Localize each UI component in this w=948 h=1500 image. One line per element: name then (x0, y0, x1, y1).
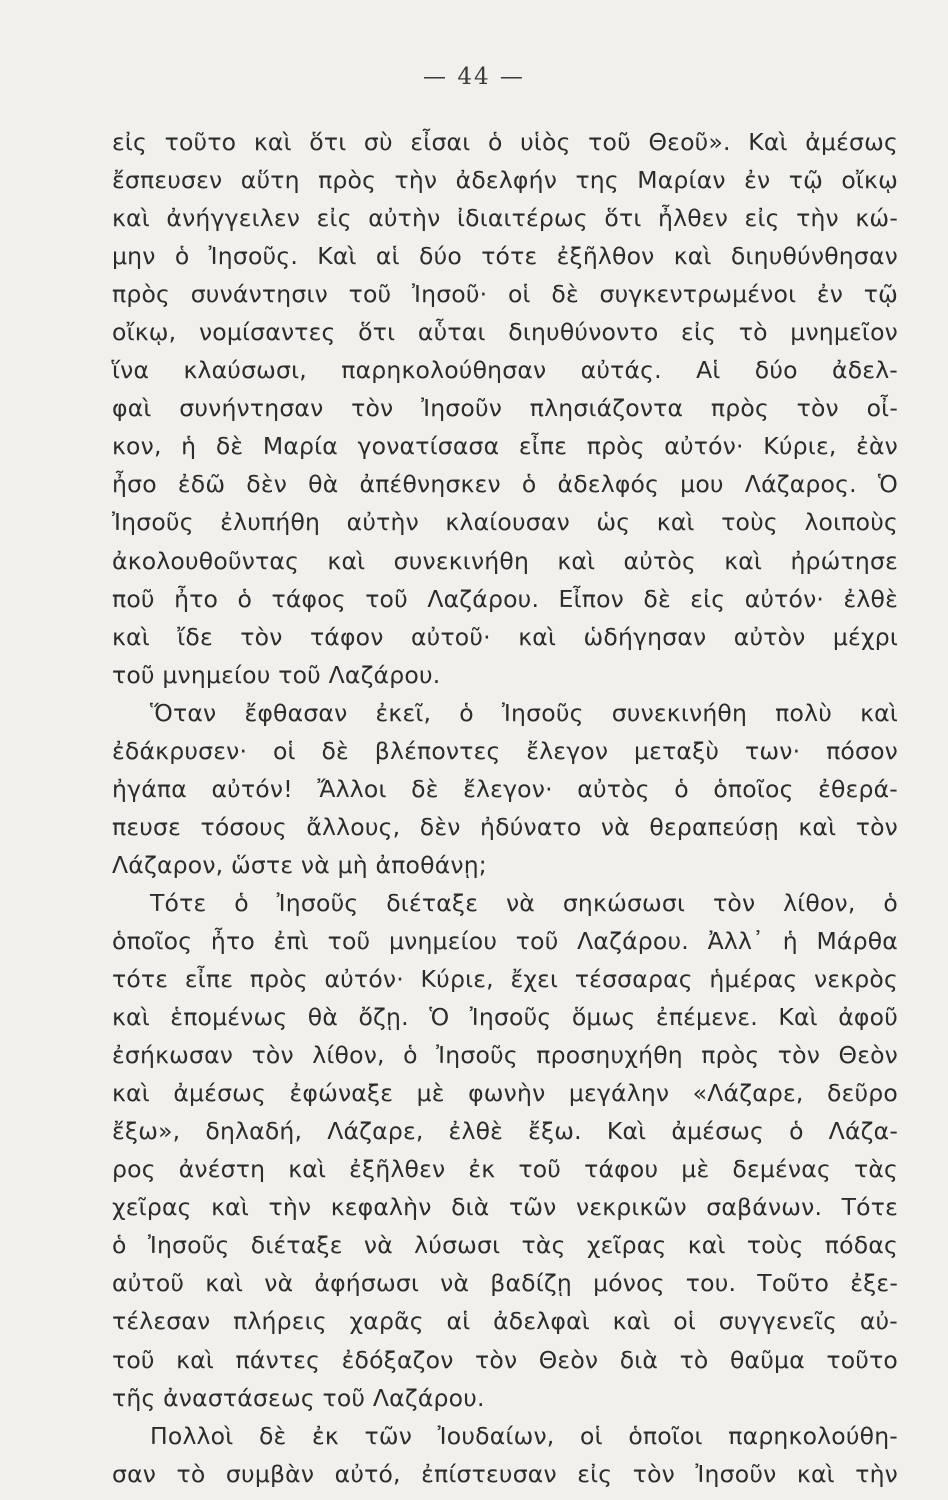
text-line: ὁ Ἰησοῦς διέταξε νὰ λύσωσι τὰς χεῖρας καὶ τοὺς πόδας (112, 1231, 898, 1260)
text-line: οἴκῳ, νομίσαντες ὅτι αὗται διηυθύνοντο εἰς τὸ μνημεῖον (112, 318, 898, 347)
page-text (112, 123, 898, 1493)
text-line: Ὅταν ἔφθασαν ἐκεῖ, ὁ Ἰησοῦς συνεκινήθη πολὺ καὶ (150, 698, 898, 727)
text-line: πρὸς συνάντησιν τοῦ Ἰησοῦ· οἱ δὲ συγκεντρωμένοι ἐν τῷ (112, 280, 898, 309)
text-line: Ἰησοῦς ἐλυπήθη αὐτὴν κλαίουσαν ὡς καὶ τοὺς λοιποὺς (112, 508, 898, 537)
text-line: τότε εἶπε πρὸς αὐτόν· Κύριε, ἔχει τέσσαρας ἡμέρας νεκρὸς (112, 965, 898, 994)
text-line: χεῖρας καὶ τὴν κεφαλὴν διὰ τῶν νεκρικῶν σαβάνων. Τότε (112, 1193, 898, 1222)
text-line: ἐδάκρυσεν· οἱ δὲ βλέποντες ἔλεγον μεταξὺ των· πόσον (112, 736, 898, 765)
text-line: αὐτοῦ καὶ νὰ ἀφήσωσι νὰ βαδίζῃ μόνος του. Τοῦτο ἐξε- (112, 1269, 898, 1298)
text-line: πευσε τόσους ἄλλους, δὲν ἠδύνατο νὰ θεραπεύσῃ καὶ τὸν (112, 812, 898, 841)
text-line: ἠγάπα αὐτόν! Ἄλλοι δὲ ἔλεγον· αὐτὸς ὁ ὁποῖος ἐθερά- (112, 774, 898, 803)
text-line: καὶ ἑπομένως θὰ ὄζῃ. Ὁ Ἰησοῦς ὅμως ἐπέμενε. Καὶ ἀφοῦ (112, 1003, 898, 1032)
page-number: — 44 — (423, 64, 525, 90)
text-line: ποῦ ἦτο ὁ τάφος τοῦ Λαζάρου. Εἶπον δὲ εἰς αὐτόν· ἐλθὲ (112, 584, 898, 613)
text-line: κον, ἡ δὲ Μαρία γονατίσασα εἶπε πρὸς αὐτόν· Κύριε, ἐὰν (112, 432, 898, 461)
text-line: Λάζαρον, ὥστε νὰ μὴ ἀποθάνῃ; (112, 850, 487, 879)
text-line: εἰς τοῦτο καὶ ὅτι σὺ εἶσαι ὁ υἱὸς τοῦ Θεοῦ». Καὶ ἀμέσως (112, 128, 898, 156)
text-line: καὶ ἀμέσως ἐφώναξε μὲ φωνὴν μεγάλην «Λάζαρε, δεῦρο (112, 1079, 898, 1108)
text-line: καὶ ἀνήγγειλεν εἰς αὐτὴν ἰδιαιτέρως ὅτι ἦλθεν εἰς τὴν κώ- (112, 204, 898, 233)
text-line: φαὶ συνήντησαν τὸν Ἰησοῦν πλησιάζοντα πρὸς τὸν οἶ- (112, 394, 898, 423)
text-line: ἵνα κλαύσωσι, παρηκολούθησαν αὐτάς. Αἱ δύο ἀδελ- (112, 356, 898, 385)
text-line: τέλεσαν πλήρεις χαρᾶς αἱ ἀδελφαὶ καὶ οἱ συγγενεῖς αὐ- (112, 1307, 898, 1336)
text-line: ἦσο ἐδῶ δὲν θὰ ἀπέθνησκεν ὁ ἀδελφός μου Λάζαρος. Ὁ (112, 470, 898, 499)
text-line: Πολλοὶ δὲ ἐκ τῶν Ἰουδαίων, οἱ ὁποῖοι παρηκολούθη- (150, 1421, 898, 1450)
text-line: τοῦ μνημείου τοῦ Λαζάρου. (112, 660, 441, 689)
text-line: ἀκολουθοῦντας καὶ συνεκινήθη καὶ αὐτὸς καὶ ἠρώτησε (112, 546, 898, 575)
text-line: τῆς ἀναστάσεως τοῦ Λαζάρου. (112, 1383, 485, 1412)
text-line: ἐσήκωσαν τὸν λίθον, ὁ Ἰησοῦς προσηυχήθη πρὸς τὸν Θεὸν (112, 1041, 898, 1070)
text-line: μην ὁ Ἰησοῦς. Καὶ αἱ δύο τότε ἐξῆλθον καὶ διηυθύνθησαν (112, 242, 898, 271)
text-line: Τότε ὁ Ἰησοῦς διέταξε νὰ σηκώσωσι τὸν λίθον, ὁ (150, 888, 898, 917)
text-line: ἔξω», δηλαδή, Λάζαρε, ἐλθὲ ἔξω. Καὶ ἀμέσως ὁ Λάζα- (112, 1117, 898, 1146)
text-line: τοῦ καὶ πάντες ἐδόξαζον τὸν Θεὸν διὰ τὸ θαῦμα τοῦτο (112, 1345, 898, 1374)
text-line: ἔσπευσεν αὕτη πρὸς τὴν ἀδελφήν της Μαρίαν ἐν τῷ οἴκῳ (112, 166, 898, 195)
text-line: ρος ἀνέστη καὶ ἐξῆλθεν ἐκ τοῦ τάφου μὲ δεμένας τὰς (112, 1155, 898, 1184)
text-line: ὁποῖος ἦτο ἐπὶ τοῦ μνημείου τοῦ Λαζάρου. Ἀλλ᾽ ἡ Μάρθα (112, 926, 898, 955)
text-line: σαν τὸ συμβὰν αὐτό, ἐπίστευσαν εἰς τὸν Ἰησοῦν καὶ τὴν (112, 1459, 898, 1488)
text-line: καὶ ἴδε τὸν τάφον αὐτοῦ· καὶ ὡδήγησαν αὐτὸν μέχρι (112, 622, 898, 651)
